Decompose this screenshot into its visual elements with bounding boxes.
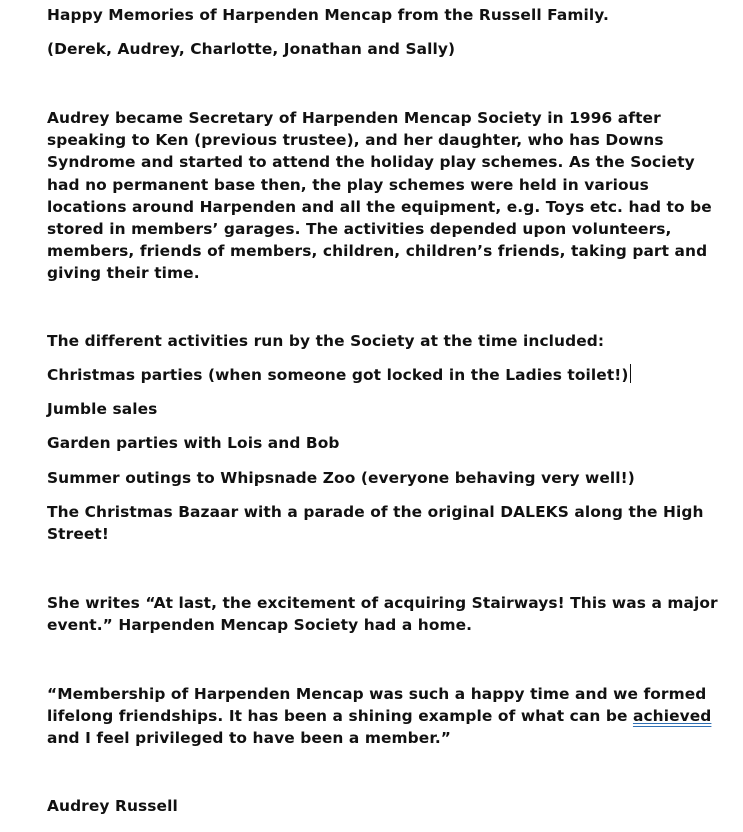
quote-text-start: “Membership of Harpenden Mencap was such a happy time and we formed lifelong friendships. It has been a shining example of what can be: [47, 685, 707, 726]
text-cursor: [630, 364, 631, 383]
activity-item: The Christmas Bazaar with a parade of the original DALEKS along the High Street!: [47, 503, 704, 544]
activity-item: Jumble sales: [47, 400, 158, 418]
activity-item: Garden parties with Lois and Bob: [47, 434, 340, 452]
grammar-flagged-word[interactable]: achieved: [632, 707, 712, 726]
activity-item: Summer outings to Whipsnade Zoo (everyone behaving very well!): [47, 469, 635, 487]
activity-item: [47, 364, 631, 386]
document-title: Happy Memories of Harpenden Mencap from the Russell Family.: [47, 6, 609, 24]
stairways-paragraph: She writes “At last, the excitement of acquiring Stairways! This was a major event.” Harpenden Mencap Society had a home.: [47, 594, 718, 635]
membership-quote: [47, 683, 719, 750]
family-names-line: (Derek, Audrey, Charlotte, Jonathan and Sally): [47, 40, 456, 58]
quote-text-end: and I feel privileged to have been a member.”: [47, 729, 451, 748]
intro-paragraph: Audrey became Secretary of Harpenden Mencap Society in 1996 after speaking to Ken (previous trustee), and her daughter, who has Downs Syndrome and started to attend the holiday play schemes. As the Society had no permanent base then, the play schemes were held in various locations around Harpenden and all the equipment, e.g. Toys etc. had to be stored in members’ garages. The activities depended upon volunteers, members, friends of members, children, children’s friends, taking part and giving their time.: [47, 109, 712, 283]
activity-item-text: Christmas parties (when someone got locked in the Ladies toilet!): [47, 366, 629, 384]
activities-intro: The different activities run by the Society at the time included:: [47, 332, 605, 350]
signature: Audrey Russell: [47, 797, 178, 815]
